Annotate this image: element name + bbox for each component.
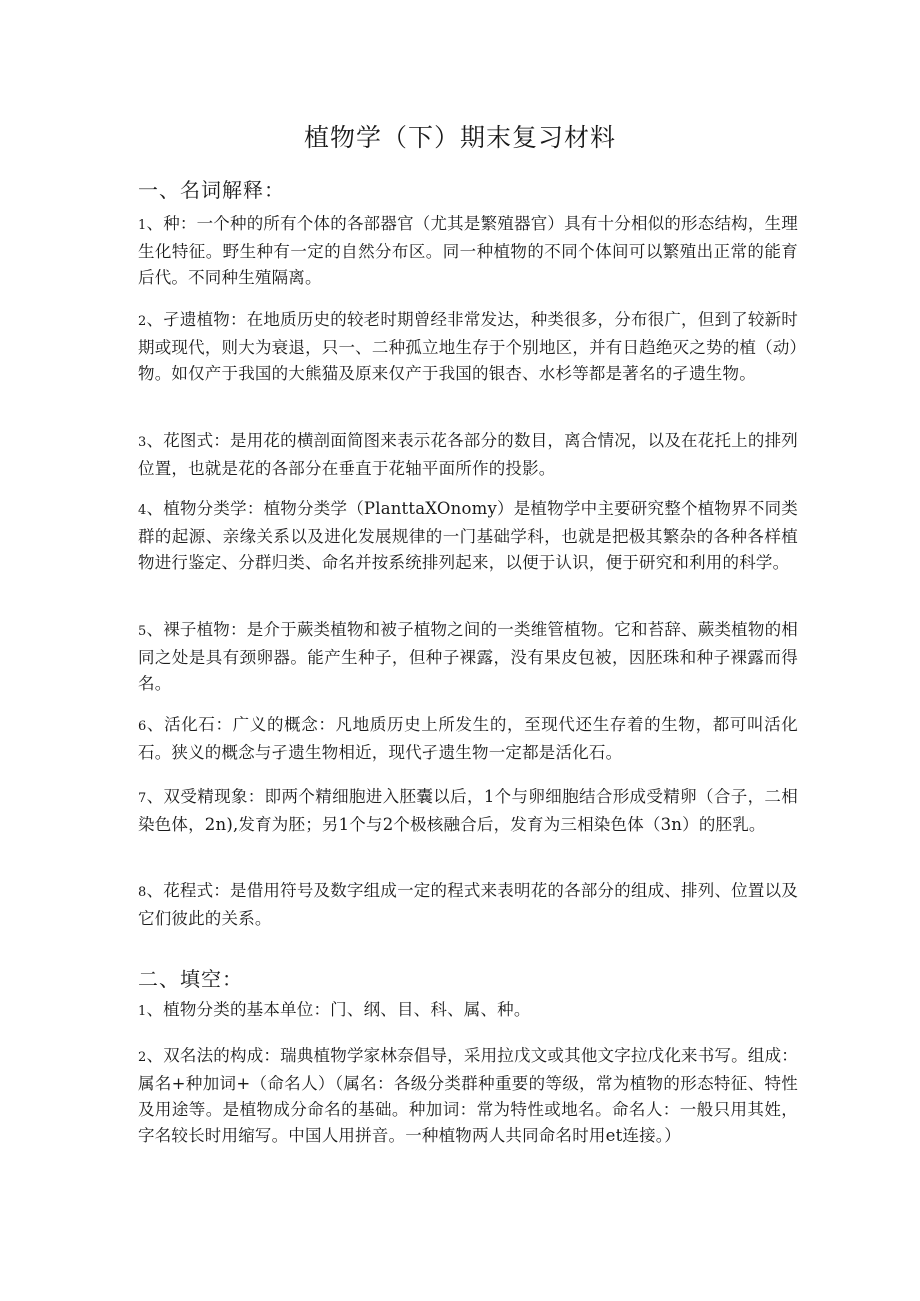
- document-title: 植物学（下）期末复习材料: [303, 123, 616, 152]
- item-text: 、植物分类学：植物分类学（PlanttaXOnomy）是植物学中主要研究整个植物界不同类群的起源、亲缘关系以及进化发展规律的一门基础学科，也就是把极其繁杂的各种各样植物进行鉴定、分群归类、命名并按系统排列起来，以便于认识，便于研究和利用的科学。: [138, 499, 798, 572]
- definition-item-living-fossil: [138, 712, 798, 766]
- item-number: 3: [138, 435, 147, 450]
- definition-item-gymnosperms: [138, 617, 798, 697]
- item-text: 、孑遗植物：在地质历史的较老时期曾经非常发达，种类很多，分布很广，但到了较新时期或现代，则大为衰退，只一、二种孤立地生存于个别地区，并有日趋绝灭之势的植（动）物。如仅产于我国的大熊猫及原来仅产于我国的银杏、水杉等都是著名的孑遗生物。: [138, 310, 798, 383]
- section-heading-definitions: 一、名词解释：: [138, 178, 285, 202]
- item-number: 6: [138, 719, 147, 734]
- item-text: 、双受精现象：即两个精细胞进入胚囊以后，1个与卵细胞结合形成受精卵（合子，二相染色体，2n),发育为胚；另1个与2个极核融合后，发育为三相染色体（3n）的胚乳。: [138, 787, 798, 834]
- item-number: 8: [138, 885, 147, 900]
- item-number: 7: [138, 791, 147, 806]
- item-text: 、活化石：广义的概念：凡地质历史上所发生的，至现代还生存着的生物，都可叫活化石。狭义的概念与孑遗生物相近，现代孑遗生物一定都是活化石。: [138, 715, 798, 762]
- item-number: 4: [138, 503, 147, 518]
- item-number: 2: [138, 314, 147, 329]
- item-text: 、种：一个种的所有个体的各部器官（尤其是繁殖器官）具有十分相似的形态结构，生理生化特征。野生种有一定的自然分布区。同一种植物的不同个体间可以繁殖出正常的能育后代。不同种生殖隔离。: [138, 214, 798, 287]
- item-text: 、裸子植物：是介于蕨类植物和被子植物之间的一类维管植物。它和苔辞、蕨类植物的相同之处是具有颈卵器。能产生种子，但种子裸露，没有果皮包被，因胚珠和种子裸露而得名。: [138, 620, 798, 693]
- definition-item-floral-formula: [138, 878, 798, 932]
- item-number: 1: [138, 218, 147, 233]
- definition-item-relict-plants: [138, 307, 798, 387]
- item-number: 5: [138, 624, 147, 639]
- fill-item-binomial-nomenclature: [138, 1043, 798, 1149]
- definition-item-species: [138, 211, 798, 291]
- item-number: 1: [138, 1004, 147, 1019]
- fill-item-classification-units: [138, 997, 798, 1025]
- item-text: 、花图式：是用花的横剖面简图来表示花各部分的数目，离合情况，以及在花托上的排列位置，也就是花的各部分在垂直于花轴平面所作的投影。: [138, 431, 798, 478]
- definition-item-plant-taxonomy: [138, 496, 798, 576]
- item-text: 、花程式：是借用符号及数字组成一定的程式来表明花的各部分的组成、排列、位置以及它们彼此的关系。: [138, 881, 798, 928]
- definition-item-floral-diagram: [138, 428, 798, 482]
- section-heading-fill-blanks: 二、填空：: [138, 967, 243, 991]
- definition-item-double-fertilization: [138, 784, 798, 838]
- item-number: 2: [138, 1050, 147, 1065]
- item-text: 、植物分类的基本单位：门、纲、目、科、属、种。: [146, 1000, 531, 1019]
- item-text: 、双名法的构成：瑞典植物学家林奈倡导，采用拉戊文或其他文字拉戊化来书写。组成：属名+种加词+（命名人）（属名：各级分类群种重要的等级，常为植物的形态特征、特性及用途等。是植物成分命名的基础。种加词：常为特性或地名。命名人：一般只用其姓，字名较长时用缩写。中国人用拼音。一种植物两人共同命名时用et连接。）: [138, 1046, 798, 1145]
